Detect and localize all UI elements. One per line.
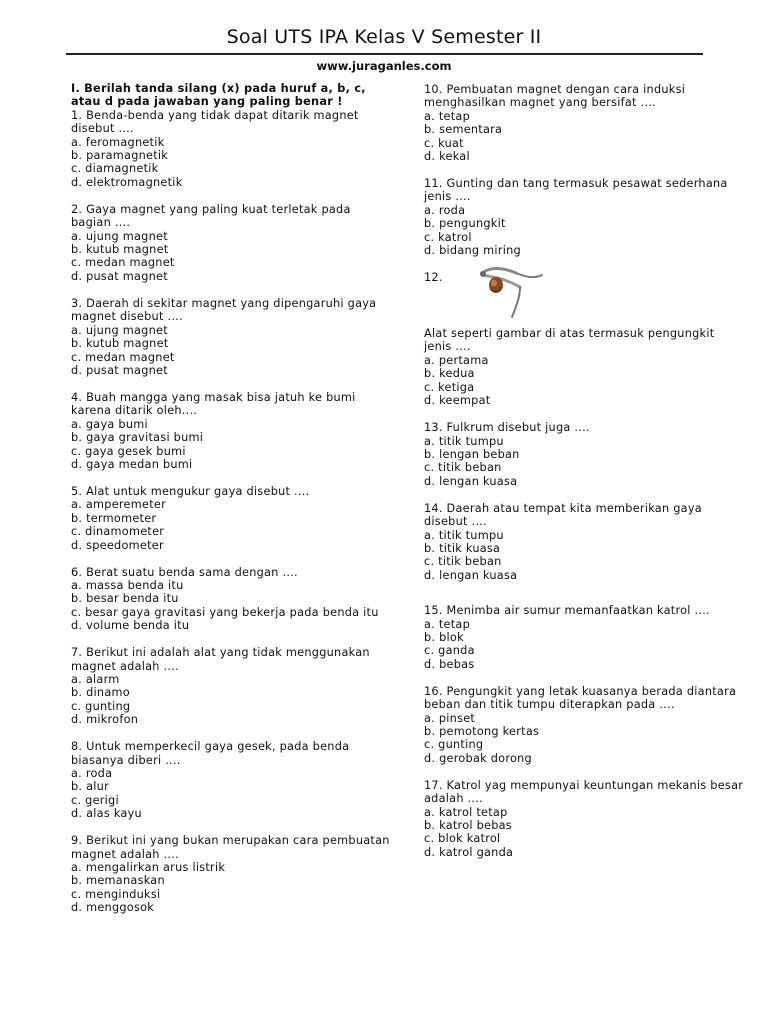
question-14-option-b[interactable]: b. titik kuasa (424, 541, 501, 555)
question-5-option-c[interactable]: c. dinamometer (71, 525, 165, 539)
question-10 (424, 83, 744, 163)
question-13-option-b[interactable]: b. lengan beban (424, 447, 520, 461)
question-12-option-c[interactable]: c. ketiga (424, 380, 475, 394)
question-15 (424, 604, 744, 671)
question-8-option-c[interactable]: c. gerigi (71, 793, 119, 807)
question-7-option-c[interactable]: c. gunting (71, 699, 131, 713)
question-1-stem: 1. Benda-benda yang tidak dapat ditarik magnet disebut .... (71, 108, 359, 136)
question-3-option-d[interactable]: d. pusat magnet (71, 363, 168, 377)
question-11-stem: 11. Gunting dan tang termasuk pesawat sederhana jenis .... (424, 177, 728, 204)
question-13-option-d[interactable]: d. lengan kuasa (424, 474, 518, 488)
question-9-option-a[interactable]: a. mengalirkan arus listrik (71, 861, 226, 875)
question-6-stem: 6. Berat suatu benda sama dengan …. (71, 565, 298, 579)
question-7-stem: 7. Berikut ini adalah alat yang tidak menggunakan magnet adalah .... (71, 646, 370, 673)
question-12 (424, 271, 744, 407)
question-10-option-d[interactable]: d. kekal (424, 150, 470, 164)
title-divider (66, 53, 703, 55)
question-11 (424, 177, 744, 257)
website-url[interactable]: www.juraganles.com (316, 59, 452, 73)
question-6-option-b[interactable]: b. besar benda itu (71, 592, 179, 606)
question-9 (71, 834, 391, 914)
question-15-option-a[interactable]: a. tetap (424, 617, 471, 631)
question-8-option-d[interactable]: d. alas kayu (71, 807, 142, 821)
question-12-option-b[interactable]: b. kedua (424, 367, 475, 381)
question-10-option-b[interactable]: b. sementara (424, 123, 503, 137)
question-3 (71, 297, 391, 377)
question-6-option-c[interactable]: c. besar gaya gravitasi yang bekerja pada benda itu (71, 605, 379, 619)
question-4-option-d[interactable]: d. gaya medan bumi (71, 457, 193, 471)
question-14 (424, 502, 744, 582)
question-3-option-a[interactable]: a. ujung magnet (71, 323, 168, 337)
page-title: Soal UTS IPA Kelas V Semester II (226, 26, 542, 48)
question-16-option-d[interactable]: d. gerobak dorong (424, 751, 532, 765)
question-9-option-b[interactable]: b. memanaskan (71, 874, 165, 888)
question-11-option-a[interactable]: a. roda (424, 203, 466, 217)
question-3-option-b[interactable]: b. kutub magnet (71, 337, 169, 351)
question-1-option-c[interactable]: c. diamagnetik (71, 162, 159, 176)
question-4-stem: 4. Buah mangga yang masak bisa jatuh ke bumi karena ditarik oleh.... (71, 390, 356, 418)
question-7-option-d[interactable]: d. mikrofon (71, 713, 139, 727)
question-15-option-d[interactable]: d. bebas (424, 657, 475, 671)
question-2-option-c[interactable]: c. medan magnet (71, 256, 175, 270)
question-11-option-c[interactable]: c. katrol (424, 230, 472, 244)
question-2 (71, 203, 391, 283)
question-2-option-d[interactable]: d. pusat magnet (71, 269, 168, 283)
right-question-list-2 (424, 421, 744, 859)
question-14-option-a[interactable]: a. titik tumpu (424, 528, 504, 542)
question-5-option-d[interactable]: d. speedometer (71, 538, 164, 552)
question-7-option-a[interactable]: a. alarm (71, 673, 120, 686)
question-1-option-b[interactable]: b. paramagnetik (71, 149, 169, 163)
question-16-stem: 16. Pengungkit yang letak kuasanya berada diantara beban dan titik tumpu diterapkan pada .... (424, 684, 737, 712)
question-1-option-d[interactable]: d. elektromagnetik (71, 175, 183, 189)
question-5 (71, 485, 391, 552)
question-5-stem: 5. Alat untuk mengukur gaya disebut .... (71, 484, 310, 498)
instruction: I. Berilah tanda silang (x) pada huruf a, b, c, atau d pada jawaban yang paling benar ! (71, 82, 366, 109)
question-16-option-a[interactable]: a. pinset (424, 711, 476, 725)
question-1-option-a[interactable]: a. feromagnetik (71, 135, 165, 149)
question-14-option-d[interactable]: d. lengan kuasa (424, 568, 518, 582)
question-2-option-b[interactable]: b. kutub magnet (71, 243, 169, 257)
question-11-option-d[interactable]: d. bidang miring (424, 244, 521, 258)
question-17-option-d[interactable]: d. katrol ganda (424, 845, 514, 859)
question-8-option-a[interactable]: a. roda (71, 767, 113, 781)
question-12-option-a[interactable]: a. pertama (424, 353, 489, 367)
question-7-option-b[interactable]: b. dinamo (71, 686, 130, 700)
question-3-option-c[interactable]: c. medan magnet (71, 350, 175, 364)
question-13-option-c[interactable]: c. titik beban (424, 461, 502, 475)
question-4 (71, 391, 391, 471)
question-14-stem: 14. Daerah atau tempat kita memberikan gaya disebut .... (424, 501, 702, 529)
left-question-list (71, 109, 391, 915)
question-10-stem: 10. Pembuatan magnet dengan cara induksi menghasilkan magnet yang bersifat .... (424, 83, 686, 110)
question-17-option-a[interactable]: a. katrol tetap (424, 805, 508, 819)
question-16-option-c[interactable]: c. gunting (424, 738, 484, 752)
left-column (71, 82, 391, 915)
question-15-option-b[interactable]: b. blok (424, 630, 464, 644)
question-4-option-c[interactable]: c. gaya gesek bumi (71, 444, 186, 458)
question-2-option-a[interactable]: a. ujung magnet (71, 229, 168, 243)
question-17-option-c[interactable]: c. blok katrol (424, 832, 501, 846)
question-15-option-c[interactable]: c. ganda (424, 644, 475, 658)
question-10-option-a[interactable]: a. tetap (424, 109, 471, 123)
question-17-stem: 17. Katrol yag mempunyai keuntungan mekanis besar adalah .... (424, 778, 744, 806)
question-11-option-b[interactable]: b. pengungkit (424, 217, 506, 231)
nutcracker-icon (476, 265, 546, 319)
question-4-option-b[interactable]: b. gaya gravitasi bumi (71, 431, 204, 445)
question-8-option-b[interactable]: b. alur (71, 780, 109, 794)
question-3-stem: 3. Daerah di sekitar magnet yang dipengaruhi gaya magnet disebut .... (71, 296, 377, 324)
question-6-option-a[interactable]: a. massa benda itu (71, 578, 184, 592)
question-13-stem: 13. Fulkrum disebut juga .... (424, 421, 590, 435)
question-2-stem: 2. Gaya magnet yang paling kuat terletak pada bagian .... (71, 202, 351, 230)
question-12-number: 12. (424, 271, 443, 285)
question-1 (71, 109, 391, 189)
question-17 (424, 779, 744, 859)
question-5-option-a[interactable]: a. amperemeter (71, 498, 166, 512)
question-12-option-d[interactable]: d. keempat (424, 394, 491, 408)
question-10-option-c[interactable]: c. kuat (424, 136, 464, 150)
question-8-stem: 8. Untuk memperkecil gaya gesek, pada benda biasanya diberi .... (71, 740, 350, 767)
question-14-option-c[interactable]: c. titik beban (424, 555, 502, 569)
question-9-stem: 9. Berikut ini yang bukan merupakan cara pembuatan magnet adalah .... (71, 834, 390, 861)
question-15-stem: 15. Menimba air sumur memanfaatkan katrol .... (424, 604, 710, 618)
question-9-option-c[interactable]: c. menginduksi (71, 887, 161, 901)
question-7 (71, 646, 391, 726)
question-5-option-b[interactable]: b. termometer (71, 511, 157, 525)
question-16-option-b[interactable]: b. pemotong kertas (424, 725, 540, 738)
question-6 (71, 566, 391, 633)
question-13-option-a[interactable]: a. titik tumpu (424, 434, 504, 448)
question-9-option-d[interactable]: d. menggosok (71, 901, 155, 915)
question-12-stem: Alat seperti gambar di atas termasuk pengungkit jenis .... (424, 327, 715, 354)
question-4-option-a[interactable]: a. gaya bumi (71, 417, 148, 431)
question-6-option-d[interactable]: d. volume benda itu (71, 619, 190, 633)
question-8 (71, 740, 391, 820)
right-column (424, 83, 744, 859)
question-13 (424, 421, 744, 488)
right-question-list (424, 83, 744, 257)
question-16 (424, 685, 744, 765)
question-17-option-b[interactable]: b. katrol bebas (424, 819, 512, 833)
